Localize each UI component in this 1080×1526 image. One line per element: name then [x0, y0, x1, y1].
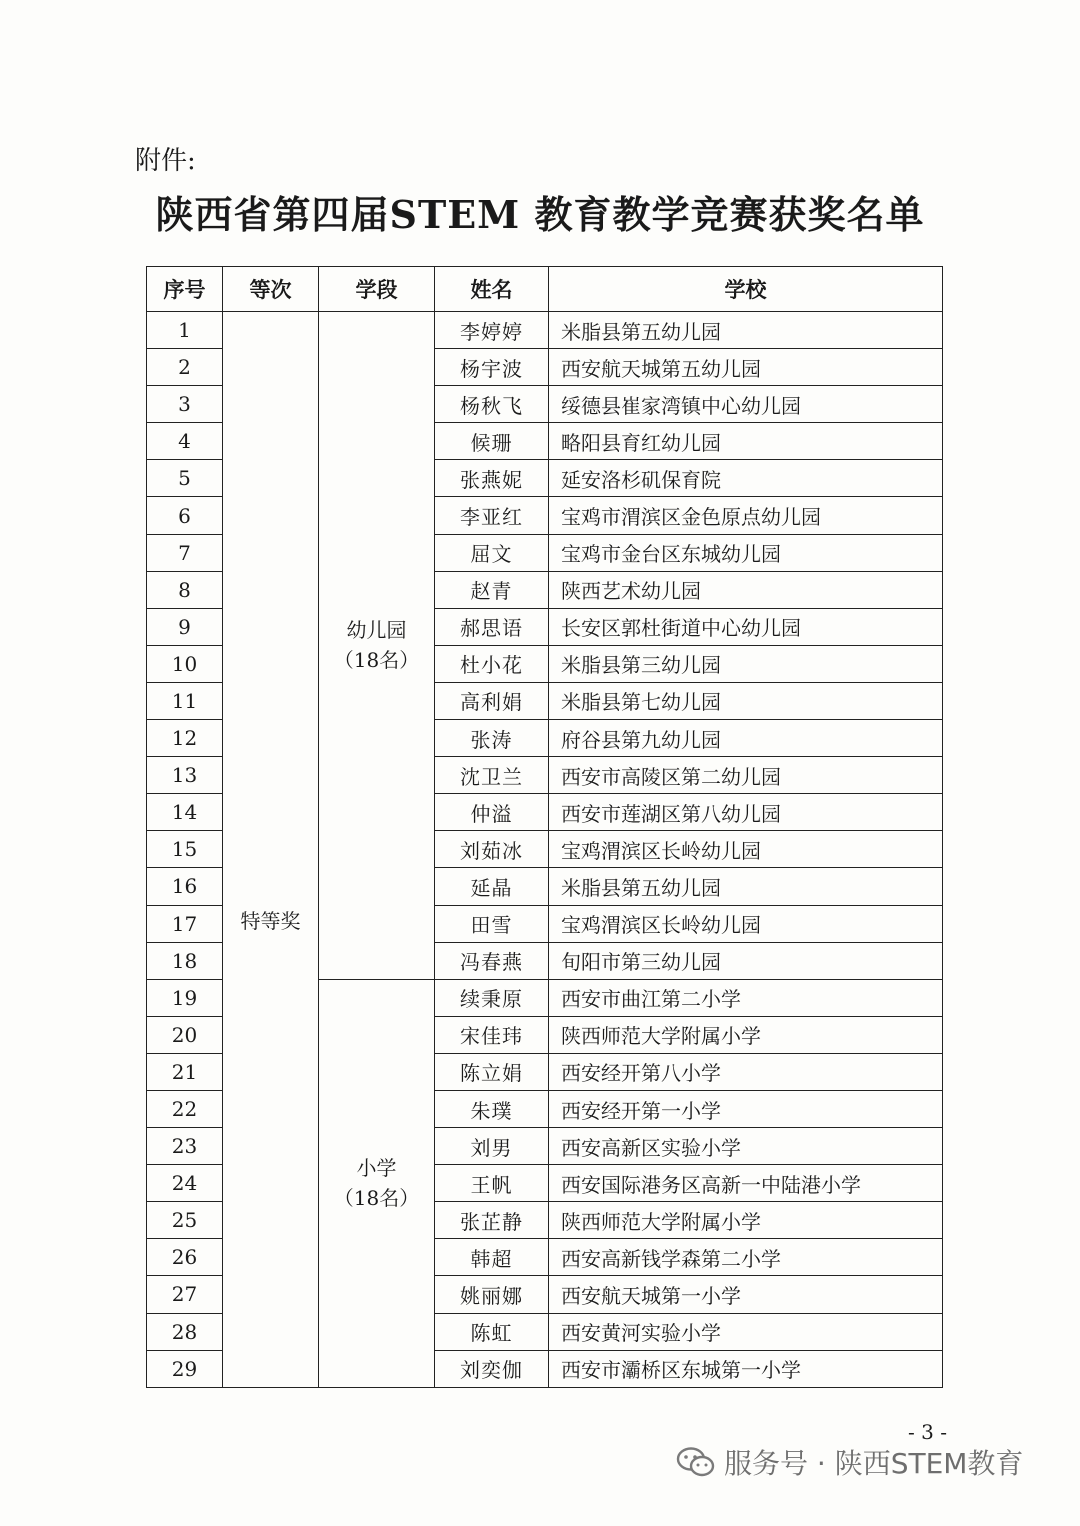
- column-header-school: 学校: [549, 267, 943, 312]
- wechat-icon: [676, 1446, 716, 1478]
- school-name: 绥德县崔家湾镇中心幼儿园: [549, 386, 943, 423]
- school-name: 西安市灞桥区东城第一小学: [549, 1350, 943, 1387]
- watermark: [676, 1442, 1023, 1482]
- winner-name: 张芷静: [435, 1202, 549, 1239]
- award-level-cell: 特等奖: [223, 312, 319, 1388]
- school-name: 旬阳市第三幼儿园: [549, 942, 943, 979]
- school-name: 西安国际港务区高新一中陆港小学: [549, 1165, 943, 1202]
- winner-name: 姚丽娜: [435, 1276, 549, 1313]
- school-name: 西安市高陵区第二幼儿园: [549, 757, 943, 794]
- page-number: - 3 -: [908, 1420, 947, 1444]
- stage-cell: [319, 312, 435, 980]
- school-name: 长安区郭杜街道中心幼儿园: [549, 608, 943, 645]
- row-number: 21: [147, 1053, 223, 1090]
- stage-count: （18名）: [333, 1186, 420, 1211]
- winner-name: 朱璞: [435, 1090, 549, 1127]
- winner-name: 张涛: [435, 720, 549, 757]
- row-number: 23: [147, 1128, 223, 1165]
- winner-name: 仲溢: [435, 794, 549, 831]
- document-title: 陕西省第四届STEM 教育教学竞赛获奖名单: [155, 192, 925, 237]
- school-name: 米脂县第五幼儿园: [549, 312, 943, 349]
- school-name: 宝鸡市金台区东城幼儿园: [549, 534, 943, 571]
- winner-name: 陈立娟: [435, 1053, 549, 1090]
- row-number: 1: [147, 312, 223, 349]
- school-name: 西安经开第八小学: [549, 1053, 943, 1090]
- school-name: 西安高新区实验小学: [549, 1128, 943, 1165]
- winner-name: 杨秋飞: [435, 386, 549, 423]
- stage-label: 幼儿园: [346, 618, 407, 643]
- school-name: 宝鸡渭滨区长岭幼儿园: [549, 905, 943, 942]
- row-number: 16: [147, 868, 223, 905]
- column-header-name: 姓名: [435, 267, 549, 312]
- winner-name: 韩超: [435, 1239, 549, 1276]
- winner-name: 延晶: [435, 868, 549, 905]
- school-name: 米脂县第五幼儿园: [549, 868, 943, 905]
- table-body: [147, 312, 943, 1388]
- watermark-text: 服务号 · 陕西STEM教育: [724, 1447, 1024, 1480]
- row-number: 5: [147, 460, 223, 497]
- stage-cell: [319, 979, 435, 1387]
- row-number: 18: [147, 942, 223, 979]
- row-number: 19: [147, 979, 223, 1016]
- row-number: 25: [147, 1202, 223, 1239]
- row-number: 11: [147, 682, 223, 719]
- table-header-row: [147, 267, 943, 312]
- row-number: 17: [147, 905, 223, 942]
- school-name: 西安经开第一小学: [549, 1090, 943, 1127]
- school-name: 西安市莲湖区第八幼儿园: [549, 794, 943, 831]
- row-number: 13: [147, 757, 223, 794]
- row-number: 9: [147, 608, 223, 645]
- winner-name: 刘茹冰: [435, 831, 549, 868]
- table-row: [147, 312, 943, 349]
- winner-name: 沈卫兰: [435, 757, 549, 794]
- school-name: 陕西师范大学附属小学: [549, 1016, 943, 1053]
- row-number: 3: [147, 386, 223, 423]
- school-name: 陕西艺术幼儿园: [549, 571, 943, 608]
- school-name: 西安黄河实验小学: [549, 1313, 943, 1350]
- row-number: 22: [147, 1090, 223, 1127]
- row-number: 12: [147, 720, 223, 757]
- stage-label: 小学: [356, 1156, 397, 1181]
- row-number: 4: [147, 423, 223, 460]
- stage-count: （18名）: [333, 648, 420, 673]
- row-number: 8: [147, 571, 223, 608]
- attachment-label: 附件:: [135, 146, 196, 176]
- winner-name: 续秉原: [435, 979, 549, 1016]
- row-number: 15: [147, 831, 223, 868]
- row-number: 14: [147, 794, 223, 831]
- winner-name: 李婷婷: [435, 312, 549, 349]
- school-name: 陕西师范大学附属小学: [549, 1202, 943, 1239]
- school-name: 延安洛杉矶保育院: [549, 460, 943, 497]
- school-name: 府谷县第九幼儿园: [549, 720, 943, 757]
- award-table: [146, 266, 943, 1388]
- row-number: 7: [147, 534, 223, 571]
- school-name: 宝鸡市渭滨区金色原点幼儿园: [549, 497, 943, 534]
- winner-name: 杨宇波: [435, 349, 549, 386]
- winner-name: 张燕妮: [435, 460, 549, 497]
- row-number: 27: [147, 1276, 223, 1313]
- column-header-level: 等次: [223, 267, 319, 312]
- school-name: 宝鸡渭滨区长岭幼儿园: [549, 831, 943, 868]
- school-name: 米脂县第七幼儿园: [549, 682, 943, 719]
- row-number: 20: [147, 1016, 223, 1053]
- row-number: 26: [147, 1239, 223, 1276]
- school-name: 西安航天城第一小学: [549, 1276, 943, 1313]
- row-number: 2: [147, 349, 223, 386]
- winner-name: 杜小花: [435, 645, 549, 682]
- school-name: 米脂县第三幼儿园: [549, 645, 943, 682]
- winner-name: 田雪: [435, 905, 549, 942]
- column-header-stage: 学段: [319, 267, 435, 312]
- school-name: 西安市曲江第二小学: [549, 979, 943, 1016]
- row-number: 29: [147, 1350, 223, 1387]
- school-name: 略阳县育红幼儿园: [549, 423, 943, 460]
- winner-name: 候珊: [435, 423, 549, 460]
- winner-name: 刘男: [435, 1128, 549, 1165]
- row-number: 6: [147, 497, 223, 534]
- row-number: 24: [147, 1165, 223, 1202]
- winner-name: 屈文: [435, 534, 549, 571]
- school-name: 西安高新钱学森第二小学: [549, 1239, 943, 1276]
- row-number: 10: [147, 645, 223, 682]
- column-header-no: 序号: [147, 267, 223, 312]
- winner-name: 陈虹: [435, 1313, 549, 1350]
- winner-name: 冯春燕: [435, 942, 549, 979]
- winner-name: 宋佳玮: [435, 1016, 549, 1053]
- school-name: 西安航天城第五幼儿园: [549, 349, 943, 386]
- winner-name: 刘奕伽: [435, 1350, 549, 1387]
- winner-name: 赵青: [435, 571, 549, 608]
- winner-name: 高利娟: [435, 682, 549, 719]
- row-number: 28: [147, 1313, 223, 1350]
- winner-name: 王帆: [435, 1165, 549, 1202]
- winner-name: 李亚红: [435, 497, 549, 534]
- winner-name: 郝思语: [435, 608, 549, 645]
